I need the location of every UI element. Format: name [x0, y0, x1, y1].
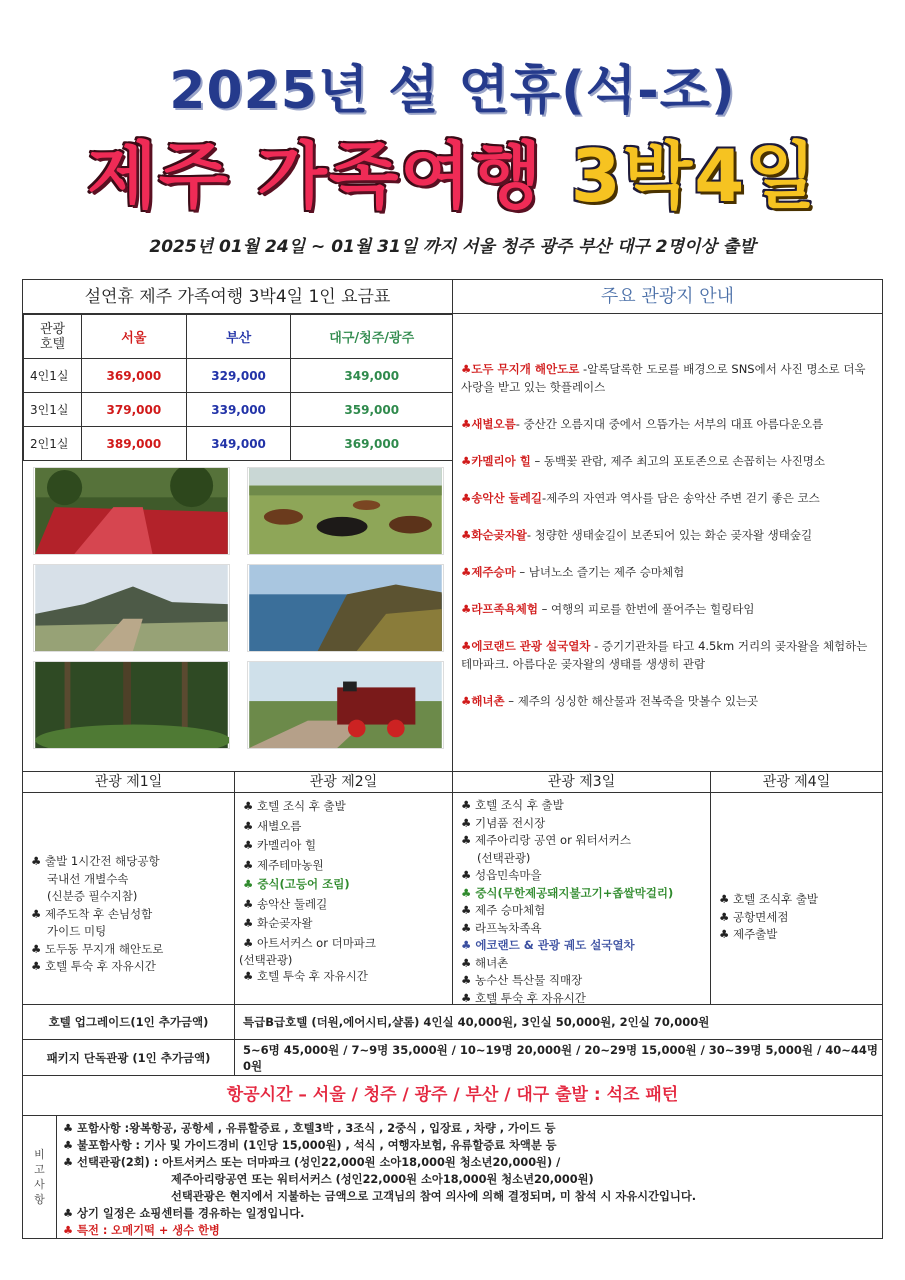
list-item: ♣ 특전 : 오메기떡 + 생수 한병 [63, 1224, 220, 1237]
list-item: ♣ 카멜리아 힐 [243, 838, 317, 852]
list-item: ♣ 제주아리랑 공연 or 워터서커스 [461, 833, 632, 847]
poster-title: 2025년 설 연휴(석-조) [169, 61, 736, 121]
room-type: 4인1실 [24, 359, 82, 393]
price-seoul: 379,000 [82, 393, 187, 427]
price-daegu: 349,000 [291, 359, 453, 393]
list-item: ♣ 에코랜드 & 관광 궤도 설국열차 [461, 938, 635, 952]
package-private-value: 5~6명 45,000원 / 7~9명 35,000원 / 10~19명 20,000원 / 20~29명 15,000원 / 30~39명 5,000원 / 40~44명 0원 [243, 1042, 878, 1073]
price-row [24, 359, 453, 393]
list-item: ♣ 제주 승마체험 [461, 903, 546, 917]
hotel-upgrade-row [23, 1005, 882, 1040]
tour-info-frame [22, 279, 883, 1239]
price-daegu: 359,000 [291, 393, 453, 427]
list-item: ♣ 호텔 투숙 후 자유시간 [243, 969, 368, 983]
list-item: ♣ 농수산 특산물 직매장 [461, 973, 583, 987]
list-item: ♣ 제주도착 후 손님성함 [31, 906, 153, 921]
club-icon: ♣ [461, 639, 472, 653]
list-item: ♣에코랜드 관광 설국열차 - 증기기관차를 타고 4.5km 거리의 곶자왈을 체험하는 테마파크. 아름다운 곶자왈의 생태를 생생히 관람 [461, 639, 868, 671]
flight-schedule: 항공시간 – 서울 / 청주 / 광주 / 부산 / 대구 출발 : 석조 패턴 [23, 1076, 882, 1116]
coastal-cliff-photo [247, 564, 444, 652]
price-daegu: 369,000 [291, 427, 453, 461]
club-icon: ♣ [461, 491, 472, 505]
list-item: ♣새별오름- 중산간 오름지대 중에서 으뜸가는 서부의 대표 아름다운오름 [461, 417, 824, 431]
list-item: ♣ 도두동 무지개 해안도로 [31, 941, 164, 956]
itinerary-day3-heading: 관광 제3일 [453, 771, 711, 793]
list-item: ♣송악산 둘레길-제주의 자연과 역사를 담은 송악산 주변 걷기 좋은 코스 [461, 491, 820, 505]
list-item: ♣ 포함사항 :왕복항공, 공항세 , 유류할증료 , 호텔3박 , 3조식 , 2중식 , 입장료 , 차량 , 가이드 등 [63, 1122, 556, 1135]
list-item: ♣ 성읍민속마을 [461, 868, 542, 882]
list-item: ♣ 라프녹차족욕 [461, 920, 542, 935]
price-col-busan: 부산 [186, 315, 291, 359]
price-col-seoul: 서울 [82, 315, 187, 359]
attraction-photos [23, 461, 453, 771]
club-icon: ♣ [461, 528, 472, 542]
price-busan: 349,000 [186, 427, 291, 461]
list-item: (선택관광) [477, 850, 531, 865]
price-table [23, 314, 453, 461]
list-item: ♣ 호텔 조식 후 출발 [461, 798, 564, 812]
list-item: 제주아리랑공연 또는 워터서커스 (성인22,000원 소아18,000원 청소년20,000원) [171, 1173, 594, 1186]
list-item: (신분증 필수지참) [47, 889, 138, 903]
room-type: 2인1실 [24, 427, 82, 461]
list-item: 선택관광은 현지에서 지불하는 금액으로 고객님의 참여 의사에 의해 결정되며, 미 참석 시 자유시간입니다. [171, 1190, 697, 1203]
list-item: ♣해녀촌 – 제주의 싱싱한 해산물과 전복죽을 맛볼수 있는곳 [461, 694, 759, 708]
club-icon: ♣ [461, 694, 472, 708]
list-item: ♣화순곶자왈- 청량한 생태숲길이 보존되어 있는 화순 곶자왈 생태숲길 [461, 528, 813, 542]
notes [63, 1120, 878, 1239]
list-item: ♣카멜리아 힐 – 동백꽃 관람, 제주 최고의 포토존으로 손꼽히는 사진명소 [461, 454, 826, 468]
list-item: ♣라프족욕체험 – 여행의 피로를 한번에 풀어주는 힐링타임 [461, 602, 755, 616]
gotjawal-forest-photo [33, 661, 230, 749]
list-item: ♣ 호텔 조식후 출발 [719, 892, 819, 906]
price-busan: 329,000 [186, 359, 291, 393]
itinerary-day4 [711, 793, 882, 1005]
horses-photo [247, 467, 444, 555]
headline-jeju-family-trip: 제주 가족여행 [87, 134, 544, 218]
itinerary-day1 [23, 793, 235, 1005]
list-item: ♣ 아트서커스 or 더마파크 [243, 935, 377, 950]
list-item: ♣ 호텔 조식 후 출발 [243, 799, 346, 813]
hotel-upgrade-label: 호텔 업그레이드(1인 추가금액) [23, 1005, 235, 1039]
attractions-list [453, 314, 882, 771]
price-seoul: 389,000 [82, 427, 187, 461]
list-item: ♣ 제주출발 [719, 927, 778, 941]
list-item: ♣ 화순곶자왈 [243, 916, 313, 930]
club-icon: ♣ [461, 417, 472, 431]
list-item: ♣ 제주테마농원 [243, 857, 324, 872]
poster-headline [0, 118, 905, 222]
hotel-upgrade-value: 특급B급호텔 (더원,에어시티,샬롬) 4인실 40,000원, 3인실 50,000원, 2인실 70,000원 [243, 1015, 710, 1029]
list-item: ♣제주승마 – 남녀노소 즐기는 제주 승마체험 [461, 565, 685, 579]
list-item: ♣ 호텔 투숙 후 자유시간 [31, 959, 156, 973]
departure-period: 2025년 01월 24일 ~ 01월 31일 까지 서울 청주 광주 부산 대구 2명이상 출발 [149, 237, 756, 257]
price-table-heading: 설연휴 제주 가족여행 3박4일 1인 요금표 [23, 280, 453, 314]
list-item: ♣ 공항면세점 [719, 909, 789, 924]
list-item: ♣ 출발 1시간전 해당공항 [31, 854, 160, 868]
list-item: ♣ 해녀촌 [461, 955, 509, 970]
notes-label: 비 고 사 항 [23, 1116, 57, 1238]
list-item: ♣도두 무지개 해안도로 -알록달록한 도로를 배경으로 SNS에서 사진 명소로 더욱 사랑을 받고 있는 핫플레이스 [461, 362, 866, 394]
list-item: ♣ 불포함사항 : 기사 및 가이드경비 (1인당 15,000원) , 석식 , 여행자보험, 유류할증료 차액분 등 [63, 1139, 557, 1152]
itinerary-day3 [453, 793, 711, 1005]
itinerary-day2 [235, 793, 453, 1005]
camellia-path-photo [33, 467, 230, 555]
attractions-heading: 주요 관광지 안내 [453, 280, 882, 314]
price-busan: 339,000 [186, 393, 291, 427]
list-item: ♣ 중식(고등어 조림) [243, 877, 350, 891]
club-icon: ♣ [461, 602, 472, 616]
list-item: 국내선 개별수속 [47, 871, 129, 886]
package-private-row [23, 1040, 882, 1076]
itinerary-day4-heading: 관광 제4일 [711, 771, 882, 793]
list-item: ♣ 호텔 투숙 후 자유시간 [461, 990, 586, 1005]
oreum-trail-photo [33, 564, 230, 652]
club-icon: ♣ [461, 565, 472, 579]
list-item: ♣ 새별오름 [243, 818, 302, 833]
club-icon: ♣ [461, 454, 472, 468]
list-item: ♣ 선택관광(2회) : 아트서커스 또는 더마파크 (성인22,000원 소아18,000원 청소년20,000원) / [63, 1156, 561, 1169]
list-item: ♣ 중식(무한제공돼지불고기+좁쌀막걸리) [461, 885, 674, 900]
club-icon: ♣ [461, 362, 472, 376]
list-item: ♣ 송악산 둘레길 [243, 896, 328, 911]
price-row [24, 427, 453, 461]
room-type: 3인1실 [24, 393, 82, 427]
price-seoul: 369,000 [82, 359, 187, 393]
package-private-label: 패키지 단독관광 (1인 추가금액) [23, 1040, 235, 1075]
price-row [24, 393, 453, 427]
list-item: 가이드 미팅 [47, 924, 107, 938]
list-item: (선택관광) [239, 953, 293, 967]
list-item: ♣ 기념품 전시장 [461, 815, 546, 830]
itinerary-day1-heading: 관광 제1일 [23, 771, 235, 793]
price-table-corner: 관광 호텔 [24, 315, 82, 359]
headline-duration: 3박4일 [570, 134, 818, 218]
price-col-daegu: 대구/청주/광주 [291, 315, 453, 359]
list-item: ♣ 상기 일정은 쇼핑센터를 경유하는 일정입니다. [63, 1207, 305, 1220]
itinerary-day2-heading: 관광 제2일 [235, 771, 453, 793]
ecoland-train-photo [247, 661, 444, 749]
